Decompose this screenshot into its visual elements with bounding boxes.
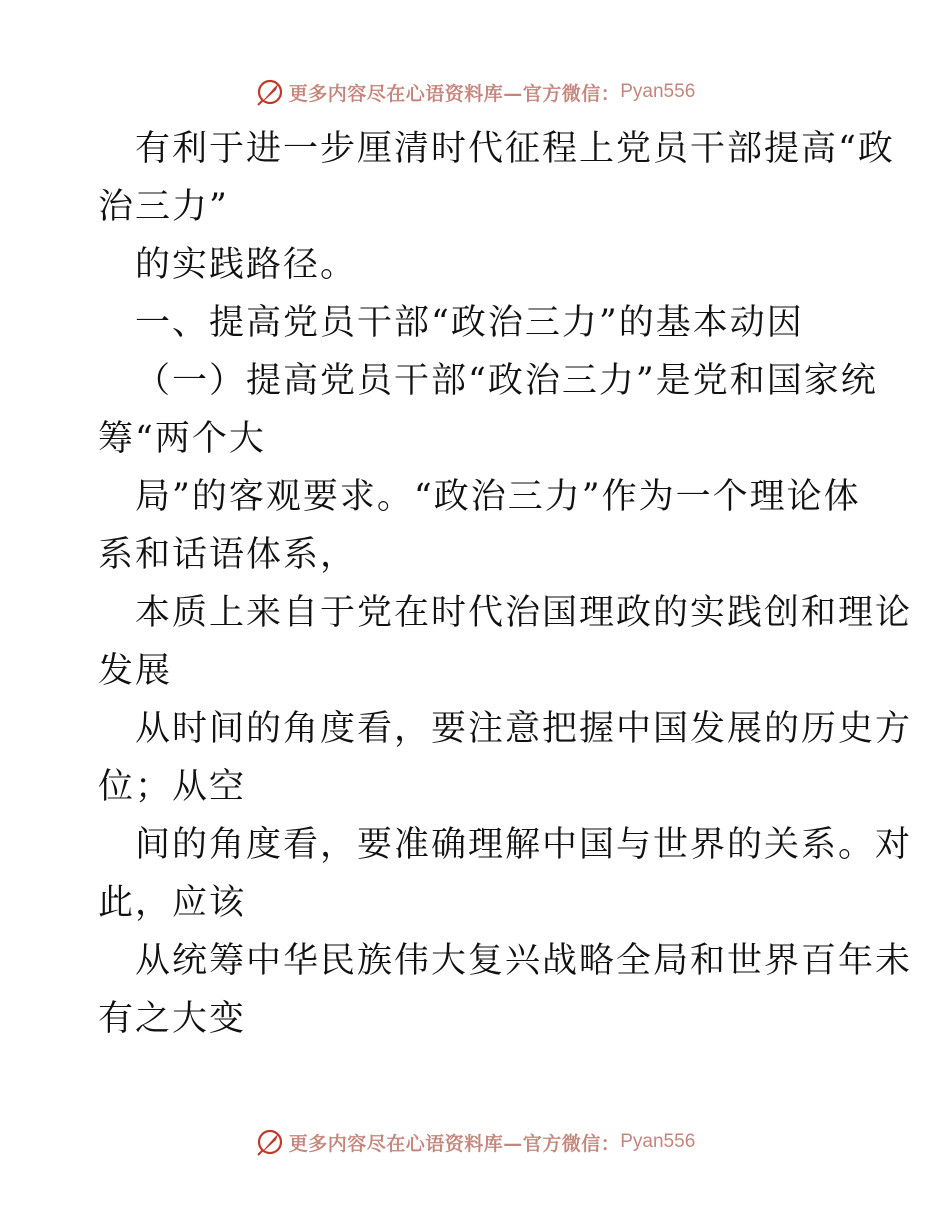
footer-watermark [0, 1122, 950, 1162]
text-line: 本质上来自于党在时代治国理政的实践创和理论 [135, 593, 913, 633]
text-line: 系和话语体系， [98, 535, 358, 575]
text-line: 从时间的角度看，要注意把握中国发展的历史方 [135, 709, 913, 749]
text-line: 筹“两个大 [98, 419, 266, 459]
header-watermark [0, 72, 950, 112]
quill-logo-icon [255, 1127, 285, 1157]
quill-logo-icon [255, 77, 285, 107]
text-line: 有之大变 [98, 999, 247, 1039]
text-line: 治三力” [98, 187, 229, 227]
text-line: 间的角度看，要准确理解中国与世界的关系。对 [135, 825, 913, 865]
section-heading: 一、提高党员干部“政治三力”的基本动因 [135, 303, 804, 343]
text-line: 从统筹中华民族伟大复兴战略全局和世界百年未 [135, 941, 913, 981]
watermark-account: Pyan556 [620, 81, 696, 102]
document-body [98, 120, 913, 1048]
text-line: 局”的客观要求。“政治三力”作为一个理论体 [135, 477, 861, 517]
text-line: 有利于进一步厘清时代征程上党员干部提高“政 [135, 129, 895, 169]
text-line: 的实践路径。 [135, 245, 358, 285]
watermark-text: 更多内容尽在心语资料库—官方微信： [288, 82, 621, 105]
text-line: 发展 [98, 651, 173, 691]
text-line: 此，应该 [98, 883, 247, 923]
subsection-heading: （一）提高党员干部“政治三力”是党和国家统 [135, 361, 878, 401]
watermark-text: 更多内容尽在心语资料库—官方微信： [288, 1132, 621, 1155]
text-line: 位；从空 [98, 767, 247, 807]
watermark-account: Pyan556 [620, 1131, 696, 1152]
